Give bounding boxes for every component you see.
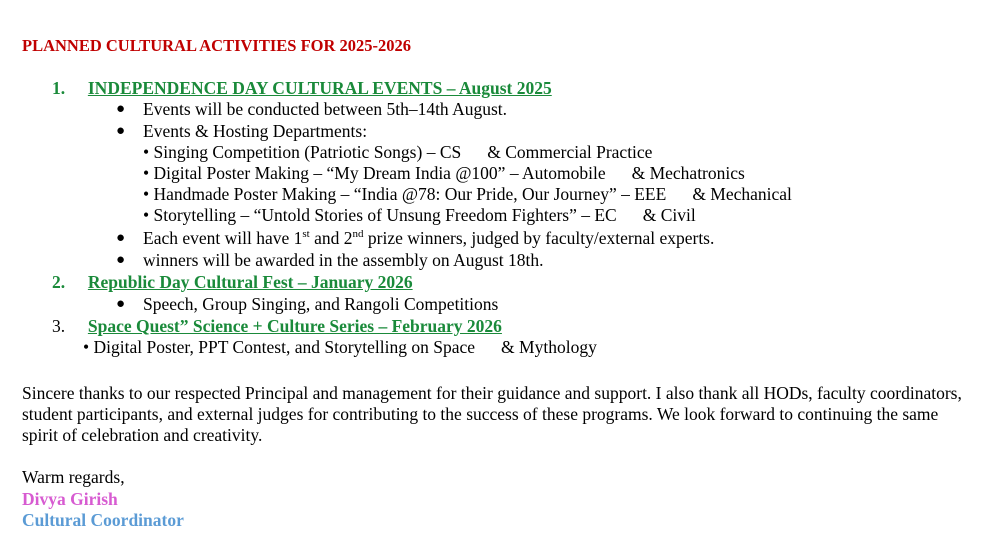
event-item-text: • Handmade Poster Making – “India @78: Our Pride, Our Journey” – EEE [143, 184, 667, 204]
bullet-text: Events will be conducted between 5th–14th August. [143, 99, 508, 119]
event-item-text: • Storytelling – “Untold Stories of Unsung Freedom Fighters” – EC [143, 205, 617, 225]
event-item-department: & Mechatronics [631, 163, 745, 183]
event-item [83, 337, 597, 358]
bullet-text: Events & Hosting Departments: [143, 121, 368, 141]
section-heading: Space Quest” Science + Culture Series – February 2026 [87, 316, 502, 336]
ordinal-superscript: st [302, 228, 310, 241]
prize-line-text: Each event will have 1 [143, 228, 303, 248]
section-number: 3. [52, 316, 66, 336]
signature-name: Divya Girish [22, 489, 118, 509]
event-item-department: & Civil [642, 205, 696, 225]
signoff: Warm regards, [22, 467, 125, 487]
event-item [143, 163, 745, 184]
bullet-icon: ● [116, 230, 126, 246]
prize-line-text: prize winners, judged by faculty/external experts. [363, 228, 715, 248]
ordinal-superscript: nd [352, 228, 364, 241]
bullet-text: winners will be awarded in the assembly on August 18th. [143, 250, 544, 270]
event-item-text: • Digital Poster, PPT Contest, and Storytelling on Space [83, 337, 476, 357]
bullet-icon: ● [116, 101, 126, 117]
event-item [143, 142, 652, 163]
signature-role: Cultural Coordinator [22, 510, 184, 530]
bullet-icon: ● [116, 123, 126, 139]
bullet-icon: ● [116, 252, 126, 268]
bullet-text: Speech, Group Singing, and Rangoli Competitions [143, 294, 499, 314]
section-1-heading-line [52, 78, 552, 99]
prize-line [143, 228, 714, 249]
prize-line-text: and 2 [309, 228, 353, 248]
event-item-department: & Commercial Practice [487, 142, 653, 162]
closing-paragraph: Sincere thanks to our respected Principal and management for their guidance and support. I also thank all HODs, faculty coordinators, student participants, and external judges for contributing to the success of these programs. We look forward to continuing the same spirit of celebration and creativity. [22, 383, 962, 445]
event-item-department: & Mythology [501, 337, 597, 357]
bullet-icon: ● [116, 296, 126, 312]
section-3-heading-line [52, 316, 502, 337]
section-2-heading-line [52, 272, 413, 293]
event-item-text: • Singing Competition (Patriotic Songs) – CS [143, 142, 462, 162]
section-heading: INDEPENDENCE DAY CULTURAL EVENTS – August 2025 [87, 78, 552, 98]
section-number: 2. [52, 272, 66, 292]
event-item-department: & Mechanical [692, 184, 792, 204]
event-item-text: • Digital Poster Making – “My Dream India @100” – Automobile [143, 163, 606, 183]
event-item [143, 184, 792, 205]
section-number: 1. [52, 78, 66, 98]
event-item [143, 205, 696, 226]
document-title: PLANNED CULTURAL ACTIVITIES FOR 2025-2026 [22, 36, 412, 55]
section-heading: Republic Day Cultural Fest – January 2026 [87, 272, 413, 292]
